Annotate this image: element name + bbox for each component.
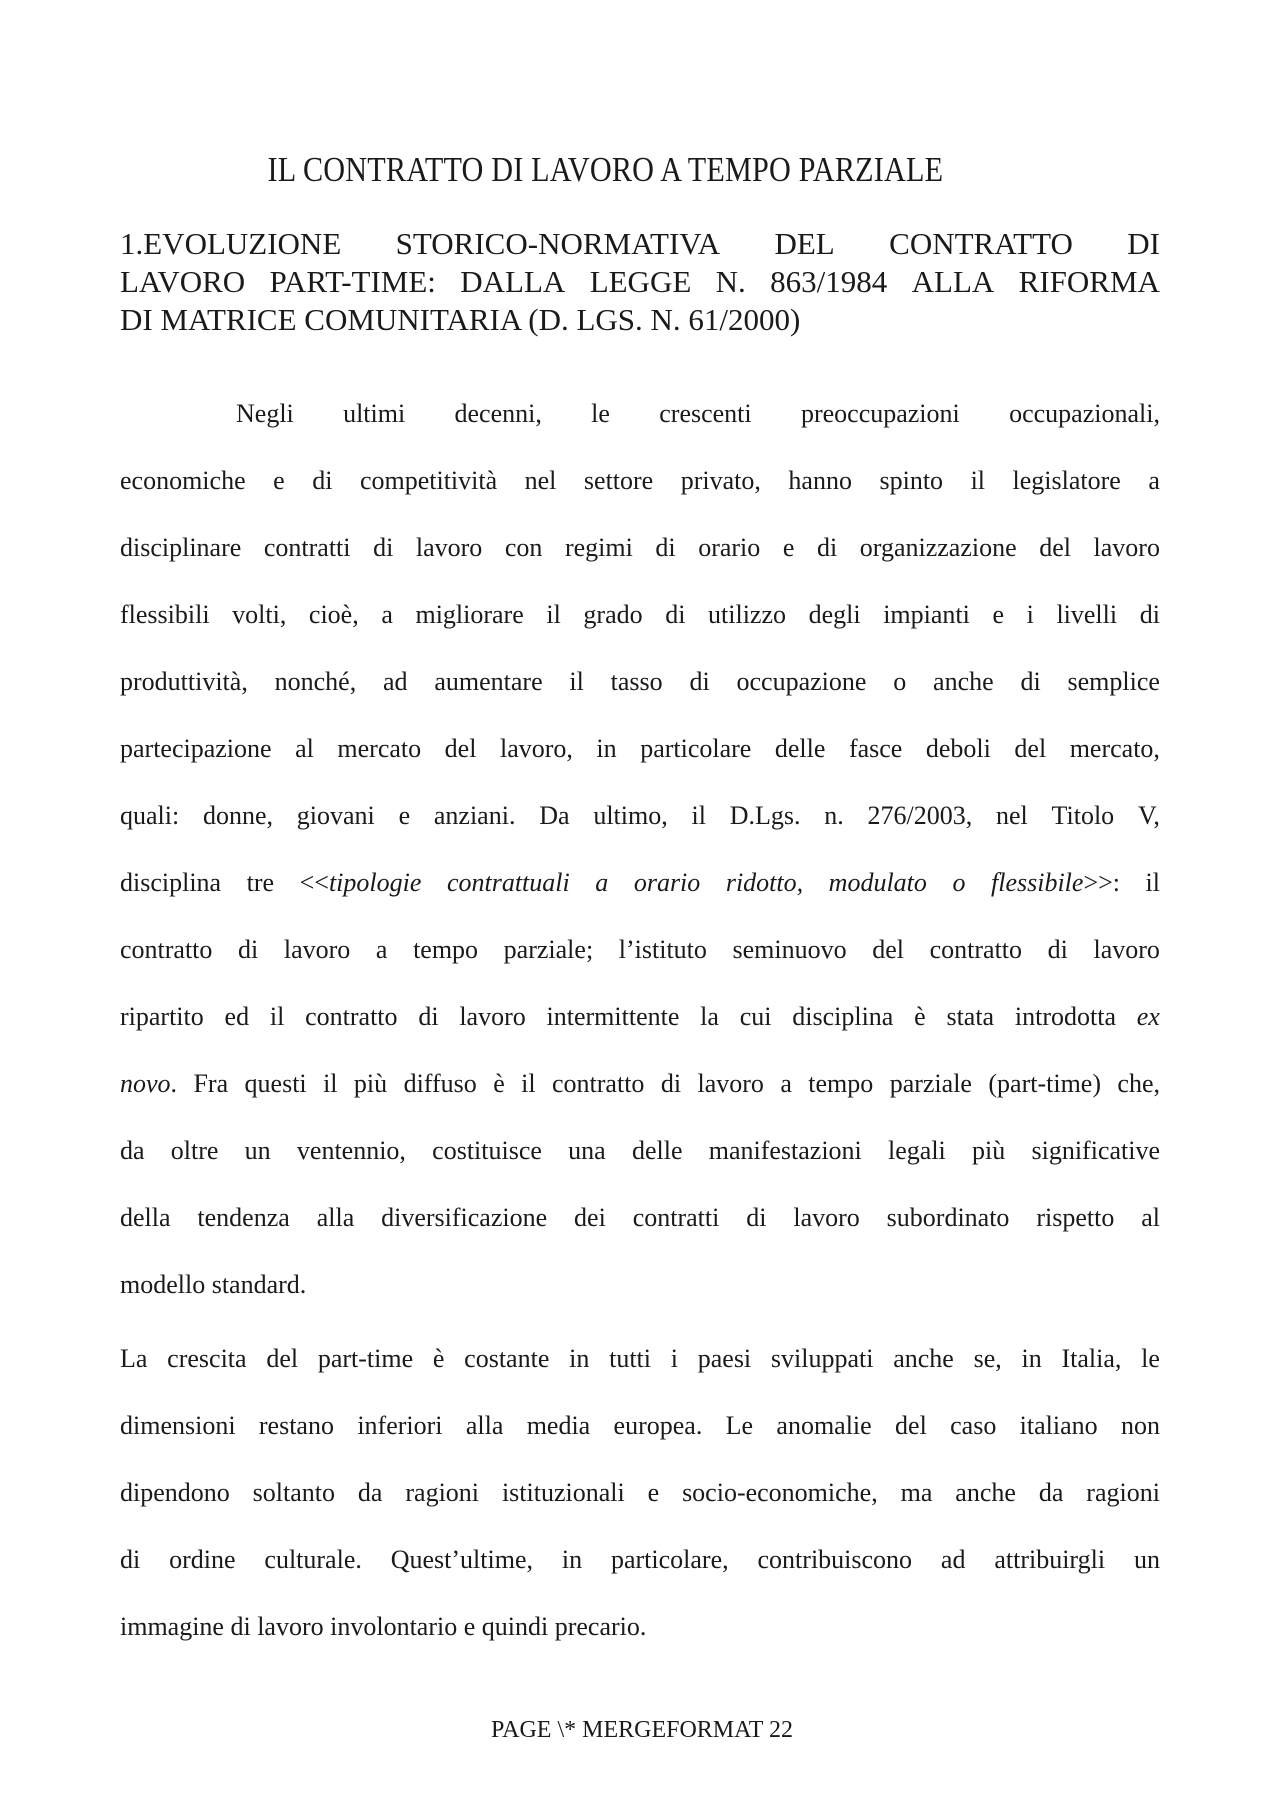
text-line — [120, 1117, 1160, 1184]
word: ad — [940, 1545, 966, 1574]
word: tasso — [610, 667, 663, 696]
word: ordine — [169, 1545, 236, 1574]
word: aumentare — [434, 667, 543, 696]
word: semplice — [1067, 667, 1160, 696]
word: i — [1026, 600, 1034, 629]
word: e — [992, 600, 1005, 629]
word: contratto — [120, 935, 213, 964]
word: ventennio, — [296, 1136, 406, 1165]
word: lavoro — [1093, 935, 1160, 964]
word: Italia, — [1061, 1344, 1122, 1373]
word: a — [1148, 466, 1160, 495]
word: da — [357, 1478, 383, 1507]
word: e — [273, 466, 285, 495]
word: di — [816, 533, 838, 562]
word: paesi — [697, 1344, 752, 1373]
word: rispetto — [1036, 1203, 1115, 1232]
word: con — [504, 533, 543, 562]
heading-word: PART-TIME: — [269, 264, 436, 299]
text-segment: novo. Fra questi il più diffuso è il contratto di lavoro a tempo parziale (part-time) che, — [120, 1069, 1160, 1098]
word: ed — [224, 1002, 250, 1031]
word: competitività — [359, 466, 498, 495]
word: Le — [725, 1411, 754, 1440]
word: al — [295, 734, 314, 763]
heading-word: 1.EVOLUZIONE — [120, 226, 342, 261]
word: ma — [900, 1478, 933, 1507]
word: crescenti — [659, 399, 752, 428]
word: il — [691, 801, 706, 830]
text-line — [120, 581, 1160, 648]
word: intermittente — [546, 1002, 680, 1031]
heading-word: LEGGE — [589, 264, 692, 299]
heading-word: LAVORO — [120, 264, 246, 299]
word: nel — [524, 466, 557, 495]
word: al — [1141, 1203, 1160, 1232]
heading-line-3: DI MATRICE COMUNITARIA (D. LGS. N. 61/2000) — [120, 302, 801, 337]
word: anziani. — [433, 801, 516, 830]
word: part-time — [317, 1344, 414, 1373]
word: delle — [631, 1136, 683, 1165]
word: il — [569, 667, 584, 696]
word: delle — [774, 734, 826, 763]
paragraph-1 — [120, 380, 1160, 1318]
word: di — [655, 533, 676, 562]
word: contratti — [632, 1203, 720, 1232]
word: disciplina — [792, 1002, 894, 1031]
word: Quest’ultime, — [390, 1545, 533, 1574]
section-heading — [120, 225, 1160, 339]
text-line-mixed — [120, 983, 1160, 1050]
text-line — [120, 1459, 1160, 1526]
word: decenni, — [454, 399, 542, 428]
word: 276/2003, — [867, 801, 973, 830]
word: di — [120, 1545, 141, 1574]
word: soltanto — [252, 1478, 336, 1507]
word: di — [373, 533, 394, 562]
word: anche — [893, 1344, 954, 1373]
word: orario — [698, 533, 761, 562]
document-title: IL CONTRATTO DI LAVORO A TEMPO PARZIALE — [267, 150, 944, 189]
word: manifestazioni — [708, 1136, 862, 1165]
word: La — [120, 1344, 148, 1373]
word: mercato, — [1069, 734, 1160, 763]
word: fasce — [848, 734, 903, 763]
word: se, — [973, 1344, 1002, 1373]
text-line — [120, 782, 1160, 849]
word: è — [432, 1344, 445, 1373]
word: occupazionali, — [1009, 399, 1160, 428]
word: costituisce — [432, 1136, 542, 1165]
word: il — [546, 600, 561, 629]
word: il — [970, 466, 986, 495]
word: significative — [1031, 1136, 1160, 1165]
word: l’istituto — [618, 935, 707, 964]
word: cioè, — [308, 600, 359, 629]
word: del — [872, 935, 904, 964]
word: attribuirgli — [994, 1545, 1106, 1574]
heading-word: N. — [715, 264, 746, 299]
word: settore — [583, 466, 654, 495]
word: non — [1120, 1411, 1160, 1440]
heading-word: DI — [1127, 226, 1160, 261]
word: livelli — [1056, 600, 1118, 629]
word: ragioni — [1086, 1478, 1160, 1507]
word: subordinato — [886, 1203, 1010, 1232]
word: di — [1047, 935, 1068, 964]
word: tempo — [413, 935, 479, 964]
word: diversificazione — [381, 1203, 548, 1232]
text-line — [120, 380, 1160, 447]
word: della — [120, 1203, 171, 1232]
word: quali: — [120, 801, 180, 830]
text-line: modello standard. — [120, 1270, 307, 1299]
word: di — [1139, 600, 1160, 629]
word: le — [591, 399, 610, 428]
word: tendenza — [197, 1203, 290, 1232]
word: spinto — [879, 466, 944, 495]
word: un — [1133, 1545, 1160, 1574]
italic-segment: novo — [120, 1069, 171, 1098]
word: Da — [539, 801, 570, 830]
word: da — [1038, 1478, 1064, 1507]
word: di — [312, 466, 333, 495]
word: tutti — [609, 1344, 651, 1373]
word: e — [782, 533, 795, 562]
word: ad — [383, 667, 408, 696]
word: contratto — [929, 935, 1023, 964]
word: donne, — [202, 801, 274, 830]
word: mercato — [337, 734, 422, 763]
word: la — [700, 1002, 719, 1031]
word: più — [972, 1136, 1006, 1165]
word: anche — [933, 667, 994, 696]
heading-word: 863/1984 — [770, 264, 888, 299]
word: produttività, — [120, 667, 248, 696]
word: partecipazione — [120, 734, 272, 763]
word: regimi — [564, 533, 633, 562]
word: caso — [950, 1411, 997, 1440]
word: in — [561, 1545, 583, 1574]
heading-line-1 — [120, 225, 1160, 263]
word: alla — [465, 1411, 504, 1440]
heading-word: DEL — [774, 226, 835, 261]
word: economiche — [120, 466, 246, 495]
word: europea. — [613, 1411, 703, 1440]
word: n. — [824, 801, 844, 830]
heading-word: STORICO-NORMATIVA — [395, 226, 721, 261]
word: le — [1141, 1344, 1160, 1373]
text-line — [120, 1325, 1160, 1392]
word: del — [1014, 734, 1047, 763]
heading-word: CONTRATTO — [889, 226, 1073, 261]
word: dei — [574, 1203, 606, 1232]
word: utilizzo — [708, 600, 787, 629]
italic-segment: ex — [1136, 1002, 1160, 1031]
text-line-mixed — [120, 1050, 1160, 1117]
word: del — [1039, 533, 1071, 562]
word: occupazione — [736, 667, 867, 696]
heading-word: DALLA — [460, 264, 566, 299]
word: ragioni — [405, 1478, 480, 1507]
word: in — [596, 734, 617, 763]
word: una — [568, 1136, 606, 1165]
word: di — [238, 935, 259, 964]
word: parziale; — [503, 935, 594, 964]
word: i — [670, 1344, 678, 1373]
word: hanno — [788, 466, 852, 495]
word: restano — [258, 1411, 334, 1440]
word: del — [444, 734, 477, 763]
word: di — [418, 1002, 439, 1031]
word: il — [269, 1002, 285, 1031]
word: istituzionali — [501, 1478, 625, 1507]
word: deboli — [925, 734, 991, 763]
word: costante — [464, 1344, 550, 1373]
word: volti, — [232, 600, 287, 629]
word: introdotta — [1014, 1002, 1116, 1031]
word: stata — [946, 1002, 995, 1031]
word: contratto — [305, 1002, 398, 1031]
word: grado — [583, 600, 643, 629]
word: particolare — [640, 734, 752, 763]
word: anomalie — [776, 1411, 872, 1440]
word: socio-economiche, — [682, 1478, 878, 1507]
word: contribuiscono — [757, 1545, 913, 1574]
word: preoccupazioni — [800, 399, 960, 428]
word: lavoro — [415, 533, 483, 562]
word: cui — [739, 1002, 772, 1031]
word: nel — [996, 801, 1028, 830]
word: crescita — [167, 1344, 247, 1373]
text-line — [120, 1184, 1160, 1251]
word: ultimi — [343, 399, 406, 428]
word: di — [689, 667, 710, 696]
word: e — [647, 1478, 660, 1507]
word: oltre — [170, 1136, 219, 1165]
word: media — [526, 1411, 591, 1440]
text-line — [120, 1392, 1160, 1459]
text-line — [120, 447, 1160, 514]
word: ultimo, — [593, 801, 668, 830]
text-segment: disciplina tre <<tipologie contrattuali a orario ridotto, modulato o flessibile>>: il — [120, 868, 1161, 897]
word: italiano — [1019, 1411, 1098, 1440]
text-line-mixed — [120, 849, 1160, 916]
word: privato, — [680, 466, 761, 495]
word: organizzazione — [859, 533, 1017, 562]
word: V, — [1137, 801, 1160, 830]
word: disciplinare — [120, 533, 242, 562]
italic-segment: tipologie contrattuali a orario ridotto, modulato o flessibile — [328, 868, 1084, 897]
word: da — [120, 1136, 145, 1165]
word: di — [746, 1203, 767, 1232]
word: legislatore — [1012, 466, 1121, 495]
text-line: immagine di lavoro involontario e quindi precario. — [120, 1612, 647, 1641]
word: dimensioni — [120, 1411, 236, 1440]
word: seminuovo — [732, 935, 847, 964]
word: giovani — [296, 801, 375, 830]
word: D.Lgs. — [729, 801, 801, 830]
word: ripartito — [120, 1002, 204, 1031]
text-line — [120, 715, 1160, 782]
word: impianti — [883, 600, 970, 629]
word: migliorare — [415, 600, 524, 629]
text-line — [120, 514, 1160, 581]
word: anche — [955, 1478, 1016, 1507]
word: in — [1021, 1344, 1042, 1373]
text-line — [120, 1526, 1160, 1593]
word: in — [569, 1344, 590, 1373]
word: Negli — [236, 399, 294, 428]
word: a — [381, 600, 393, 629]
heading-line-2 — [120, 263, 1160, 301]
word: è — [914, 1002, 926, 1031]
word: dipendono — [120, 1478, 230, 1507]
word: flessibili — [120, 600, 210, 629]
word: inferiori — [357, 1411, 443, 1440]
word: particolare, — [610, 1545, 729, 1574]
word: lavoro — [1093, 533, 1160, 562]
word: contratti — [263, 533, 351, 562]
word: a — [375, 935, 388, 964]
word: sviluppati — [770, 1344, 874, 1373]
word: legali — [888, 1136, 946, 1165]
word: del — [266, 1344, 299, 1373]
word: alla — [316, 1203, 355, 1232]
word: Titolo — [1051, 801, 1115, 830]
heading-word: ALLA — [911, 264, 995, 299]
word: di — [665, 600, 686, 629]
word: lavoro — [459, 1002, 526, 1031]
word: e — [398, 801, 411, 830]
word: del — [895, 1411, 927, 1440]
word: un — [244, 1136, 271, 1165]
word: nonché, — [274, 667, 357, 696]
word: degli — [808, 600, 861, 629]
word: lavoro — [793, 1203, 860, 1232]
word: lavoro, — [499, 734, 573, 763]
heading-word: RIFORMA — [1018, 264, 1160, 299]
word: lavoro — [283, 935, 351, 964]
page-footer: PAGE \* MERGEFORMAT 22 — [490, 1717, 794, 1743]
paragraph-2 — [120, 1325, 1160, 1660]
word: di — [1020, 667, 1041, 696]
word: o — [893, 667, 907, 696]
word: culturale. — [264, 1545, 362, 1574]
text-line — [120, 648, 1160, 715]
text-line — [120, 916, 1160, 983]
